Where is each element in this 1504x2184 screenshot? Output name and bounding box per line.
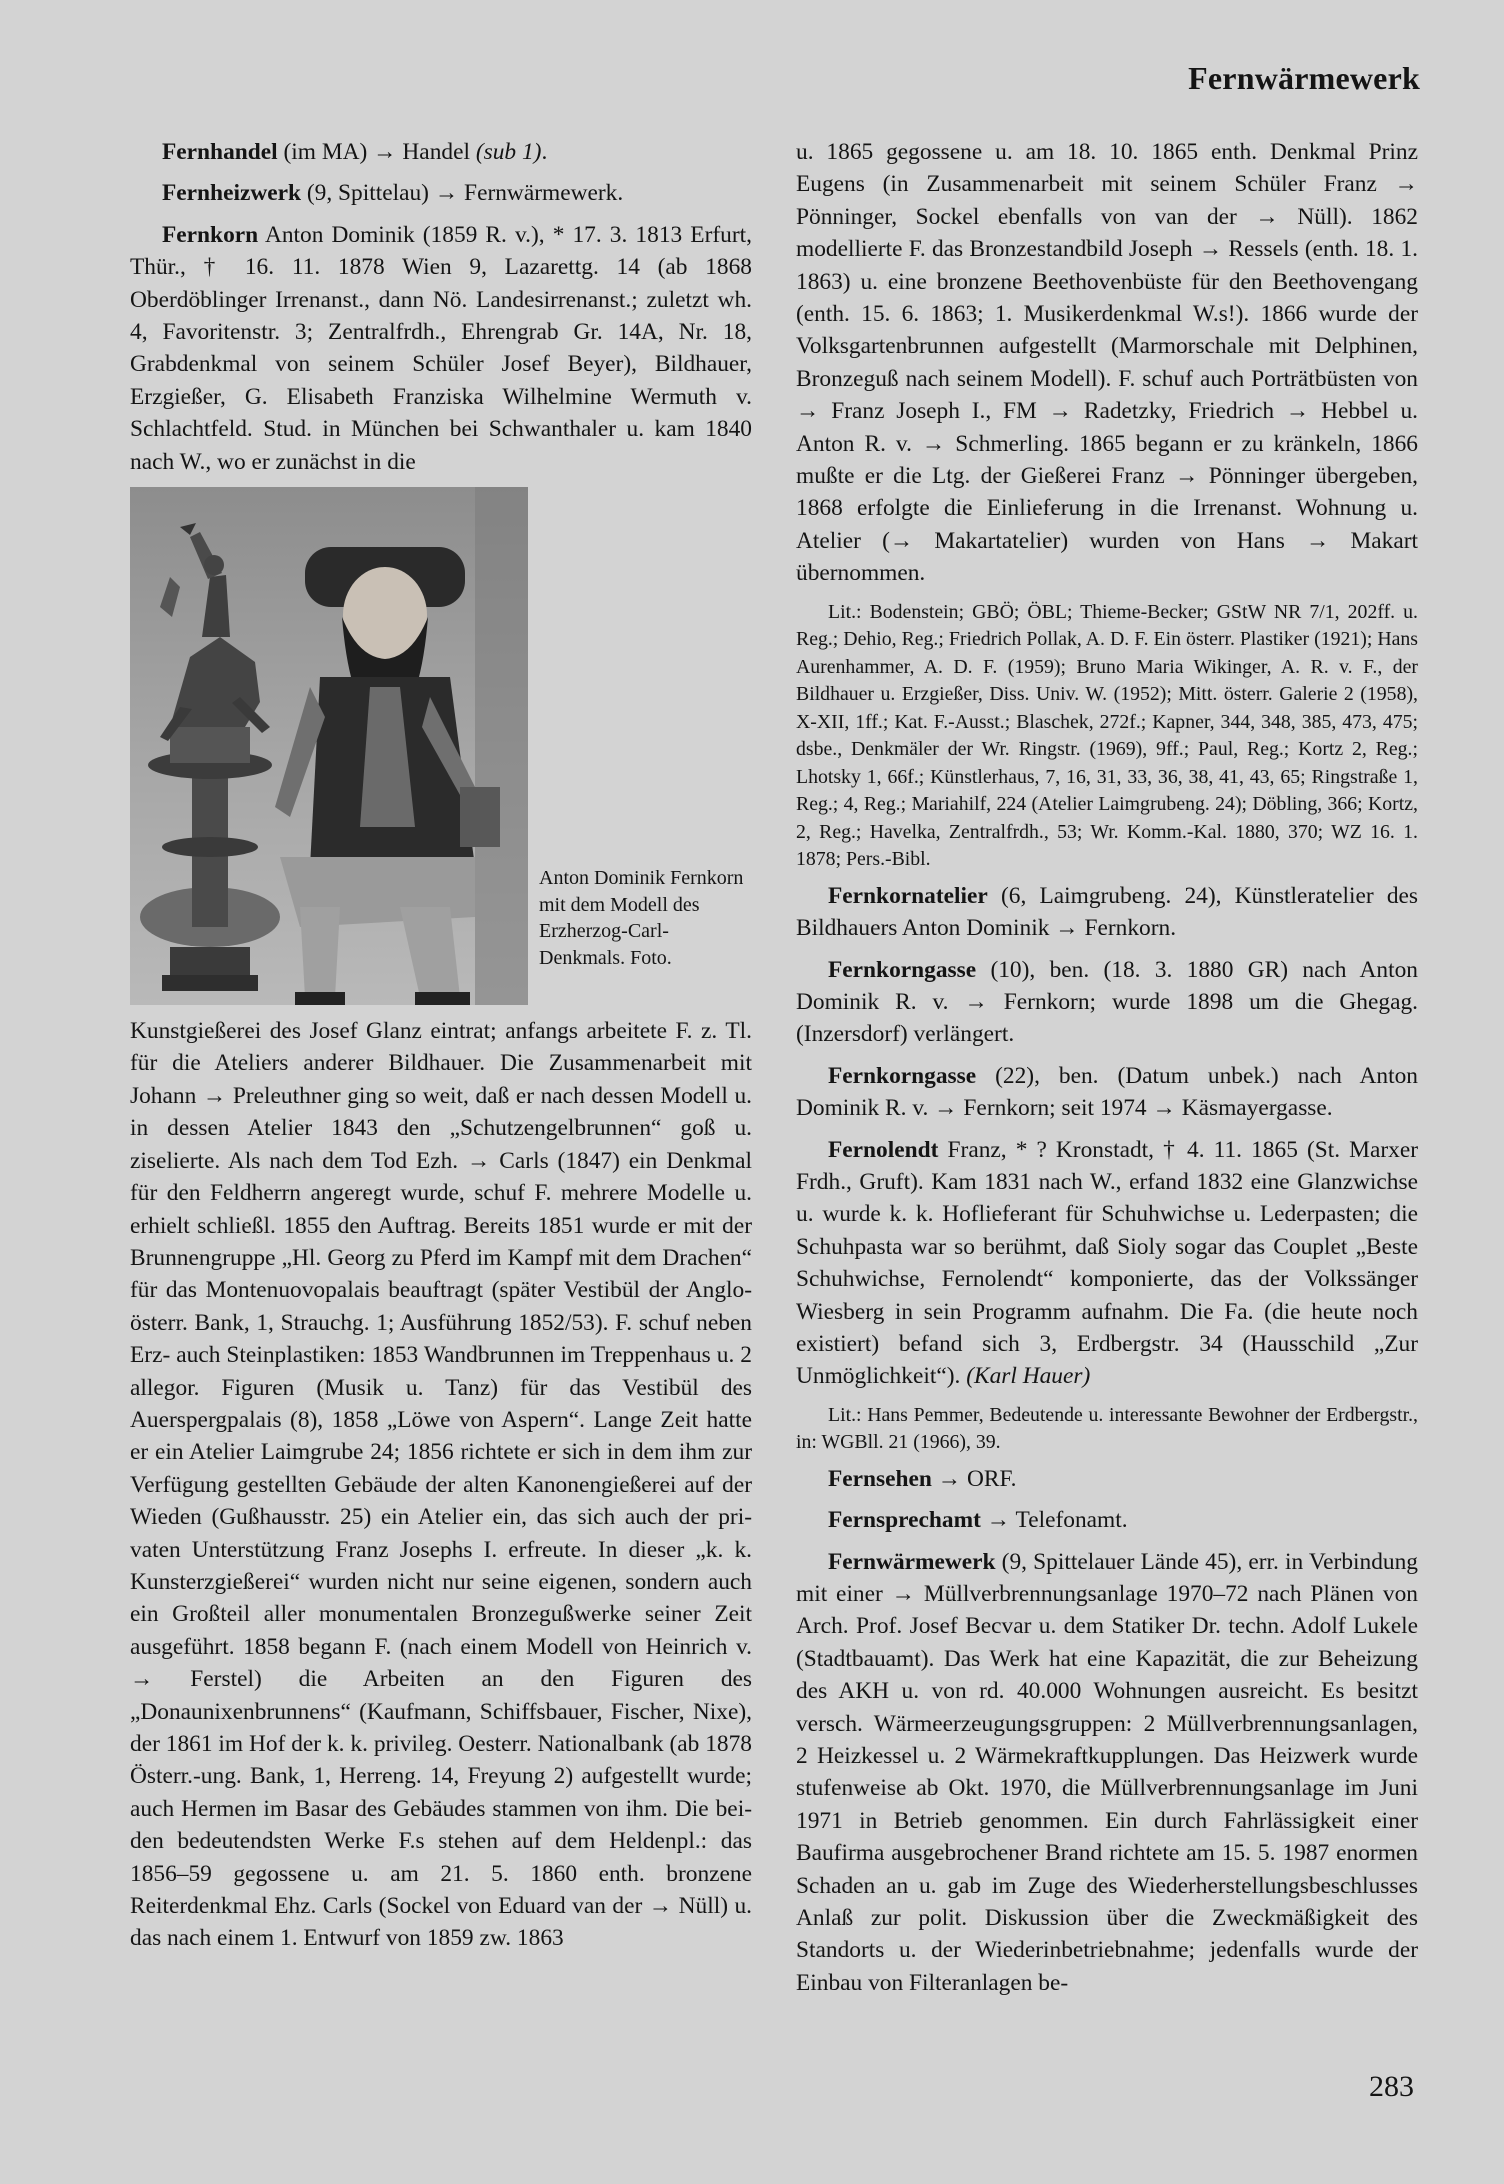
running-header: Fernwärmewerk — [1188, 60, 1420, 96]
portrait-photo — [130, 487, 528, 1005]
entry-fernhandel — [130, 136, 752, 168]
figure-caption: Anton Dominik Fernkorn mit dem Modell des Erzherzog-Carl-Denkmals. Foto. — [539, 867, 744, 969]
entry-fernwaermewerk — [796, 1546, 1418, 2000]
entry-fernolendt — [796, 1134, 1418, 1393]
entry-fernsprechamt — [796, 1504, 1418, 1536]
entry-fernkornatelier — [796, 880, 1418, 945]
headword: Fernkorngasse — [828, 1062, 977, 1089]
entry-text: (im MA) → Handel — [277, 139, 476, 165]
entry-text: (10), ben. (18. 3. 1880 GR) nach Anton Dominik R. v. → Fernkorn; wurde 1898 um die Ghegag. (Inzersdorf) verlängert. — [796, 956, 1418, 1048]
entry-fernkorn-continuation-right: u. 1865 gegossene u. am 18. 10. 1865 enth. Denkmal Prinz Eugens (in Zusammenarbeit mit seinem Schüler Franz → Pönninger, Sockel ebenfalls von van der → Nüll). 1862 modellierte F. das Bronzestandbild Joseph → Ressels (enth. 18. 1. 1863) u. eine bronzene Beethovenbüste für den Beethovengang (enth. 15. 6. 1863; 1. Musikerdenkmal W.s!). 1866 wurde der Volksgartenbrunnen aufgestellt (Marmorschale mit Delphinen, Bronzeguß nach seinem Modell). F. schuf auch Porträtbüsten von → Franz Joseph I., FM → Radetzky, Friedrich → Hebbel u. Anton R. v. → Schmerling. 1865 begann er zu kränkeln, 1866 mußte er die Ltg. der Gießerei Franz → Pönninger übergeben, 1868 erfolgte die Einlieferung in die Irrenanst. Wohnung u. Atelier (→ Makartatelier) wurden von Hans → Makart übernommen. — [796, 139, 1418, 587]
entry-text: Anton Dominik (1859 R. v.), * 17. 3. 1813 Erfurt, Thür., † 16. 11. 1878 Wien 9, Lazarettg. 14 (ab 1868 Oberdöblinger Irrenanst., dann Nö. Landesirrenanst.; zuletzt wh. 4, Favoritenstr. 3; Zentralfrdh., Ehrengrab Gr. 14A, Nr. 18, Grabdenkmal von seinem Schüler Josef Beyer), Bildhauer, Erzgießer, G. Elisabeth Franziska Wilhelmine Wermuth v. Schlachtfeld. Stud. in München bei Schwanthaler u. kam 1840 nach W., wo er zunächst in die — [130, 221, 752, 475]
entry-text: (9, Spittelau) → Fernwärmewerk. — [301, 180, 624, 207]
headword: Fernhandel — [162, 139, 278, 165]
headword: Fernkorngasse — [828, 956, 977, 983]
headword: Fernolendt — [828, 1136, 939, 1163]
headword: Fernkornatelier — [828, 882, 988, 909]
entry-fernkorngasse-10 — [796, 954, 1418, 1051]
headword: Fernwärmewerk — [828, 1548, 996, 1575]
entry-text: (9, Spittelauer Lände 45), err. in Verbindung mit einer → Müllverbrennungsanlage 1970–72 nach Plänen von Arch. Prof. Josef Becvar u. dem Statiker Dr. techn. Adolf Lukele (Stadtbauamt). Das Werk hat eine Kapazität, die zur Beheizung des AKH u. von rd. 40.000 Wohnungen ausreicht. Es besitzt versch. Wärmeerzeugungsgruppen: 2 Müllverbrennungsanlagen, 2 Heizkessel u. 2 Wärmekraftkupplungen. Das Heizwerk wurde stufenweise ab Okt. 1970, die Müllverbrennungsanlage im Juni 1971 in Betrieb genommen. Ein durch Fahrlässigkeit einer Baufirma ausgebrochener Brand richtete am 15. 5. 1987 enormen Schaden an u. gab im Zuge des Wiederherstellungsbeschlusses Anlaß zur polit. Diskussion über die Zweckmäßigkeit des Standorts u. der Wiederinbetriebnahme; jedenfalls wurde der Einbau von Filteranlagen be- — [796, 1548, 1418, 1996]
entry-fernkorn — [130, 219, 752, 478]
portrait-illustration — [130, 487, 528, 1005]
literature-fernkorn: Lit.: Bodenstein; GBÖ; ÖBL; Thieme-Becker; GStW NR 7/1, 202ff. u. Reg.; Dehio, Reg.; Friedrich Pollak, A. D. F. Ein österr. Plastiker (1921); Hans Aurenhammer, A. D. F. (1959); Bruno Maria Wikinger, A. R. v. F., der Bildhauer u. Erzgießer, Diss. Univ. W. (1952); Mitt. österr. Galerie 2 (1958), X-XII, 1ff.; Kat. F.-Ausst.; Blaschek, 272f.; Kapner, 344, 348, 385, 473, 475; dsbe., Denkmäler der Wr. Ringstr. (1969), 9ff.; Paul, Reg.; Kortz 2, Reg.; Lhotsky 1, 66f.; Künstlerhaus, 7, 16, 31, 33, 36, 38, 41, 43, 65; Ringstraße 1, Reg.; 4, Reg.; Mariahilf, 224 (Atelier Laimgrubeng. 24); Döbling, 366; Kortz, 2, Reg.; Havelka, Zentralfrdh., 53; Wr. Komm.-Kal. 1880, 370; WZ 16. 1. 1878; Pers.-Bibl. — [796, 600, 1418, 871]
headword: Fernkorn — [162, 221, 259, 248]
entry-text: (6, Laimgrubeng. 24), Künstleratelier des Bildhauers Anton Dominik → Fernkorn. — [796, 882, 1418, 942]
entry-author: (Karl Hauer) — [966, 1363, 1091, 1390]
entry-fernkorngasse-22 — [796, 1060, 1418, 1125]
literature-fernolendt: Lit.: Hans Pemmer, Bedeutende u. interessante Bewohner der Erdbergstr., in: WGBll. 21 (1966), 39. — [796, 1403, 1418, 1454]
entry-text: (22), ben. (Datum unbek.) nach Anton Dominik R. v. → Fernkorn; seit 1974 → Käsmayergasse. — [796, 1062, 1418, 1122]
headword: Fernheizwerk — [162, 180, 301, 207]
right-column — [796, 136, 1418, 2008]
entry-reference: (sub 1) — [475, 139, 542, 165]
entry-fernkorn-continuation: Kunstgießerei des Josef Glanz eintrat; anfangs arbeitete F. z. Tl. für die Ateliers anderer Bildhauer. Die Zusammenarbeit mit Johann → Preleuthner ging so weit, daß er nach dessen Modell u. in dessen Atelier 1843 den „Schutzengelbrunnen“ goß u. ziselierte. Als nach dem Tod Ezh. → Carls (1847) ein Denkmal für den Feldherrn angeregt wurde, schuf F. mehrere Modelle u. erhielt schließl. 1855 den Auftrag. Bereits 1851 wurde er mit der Brunnengruppe „Hl. Georg zu Pferd im Kampf mit dem Drachen“ für das Montenuovopalais beauftragt (später Vestibül der Anglo-österr. Bank, 1, Strauchg. 1; Ausführung 1852/53). F. schuf neben Erz- auch Steinplastiken: 1853 Wandbrunnen im Treppenhaus u. 2 allegor. Figuren (Musik u. Tanz) für das Vestibül des Auerspergpalais (8), 1858 „Löwe von Aspern“. Lange Zeit hatte er ein Atelier Laimgrube 24; 1856 richtete er sich in dem ihm zur Verfügung gestellten Gebäude der alten Kanonengießerei auf der Wieden (Gußhausstr. 25) ein Atelier ein, das sich auch der privaten Unterstützung Franz Josephs I. erfreute. In dieser „k. k. Kunsterzgießerei“ wurden nicht nur seine eigenen, sondern auch ein Großteil aller monumentalen Bronzegußwerke seiner Zeit ausgeführt. 1858 begann F. (nach einem Modell von Heinrich v. → Ferstel) die Arbeiten an den Figuren des „Donaunixenbrunnens“ (Kaufmann, Schiffsbauer, Fischer, Nixe), der 1861 im Hof der k. k. privileg. Oesterr. Nationalbank (ab 1878 Österr.-ung. Bank, 1, Herreng. 14, Freyung 2) aufgestellt wurde; auch Hermen im Basar des Gebäudes stammen von ihm. Die beiden bedeutendsten Werke F.s stehen auf dem Heldenpl.: das 1856–59 gegossene u. am 21. 5. 1860 enth. bronzene Reiterdenkmal Ehz. Carls (Sockel von Eduard van der → Nüll) u. das nach einem 1. Entwurf von 1859 zw. 1863 — [130, 1018, 752, 1952]
left-column — [130, 136, 752, 1964]
entry-fernheizwerk — [130, 177, 752, 209]
entry-text: → Telefonamt. — [980, 1507, 1128, 1534]
entry-text: → ORF. — [931, 1465, 1017, 1492]
page-number: 283 — [1369, 2070, 1414, 2103]
entry-text: Franz, * ? Kronstadt, † 4. 11. 1865 (St. Marxer Frdh., Gruft). Kam 1831 nach W., erfand 1832 eine Glanzwichse u. wurde k. k. Hoflieferant für Schuhwichse u. Lederpasten; die Schuhpasta war so berühmt, daß Sioly sogar das Couplet „Beste Schuhwichse, Fernolendt“ komponierte, das der Volkssänger Wiesberg in sein Programm aufnahm. Die Fa. (die heute noch existiert) befand sich 3, Erdbergstr. 34 (Hausschild „Zur Unmöglichkeit“). — [796, 1136, 1418, 1390]
headword: Fernsehen — [828, 1465, 932, 1492]
figure — [130, 487, 752, 1005]
entry-fernsehen — [796, 1463, 1418, 1495]
entry-text-tail: . — [541, 139, 548, 165]
headword: Fernsprechamt — [828, 1507, 981, 1534]
